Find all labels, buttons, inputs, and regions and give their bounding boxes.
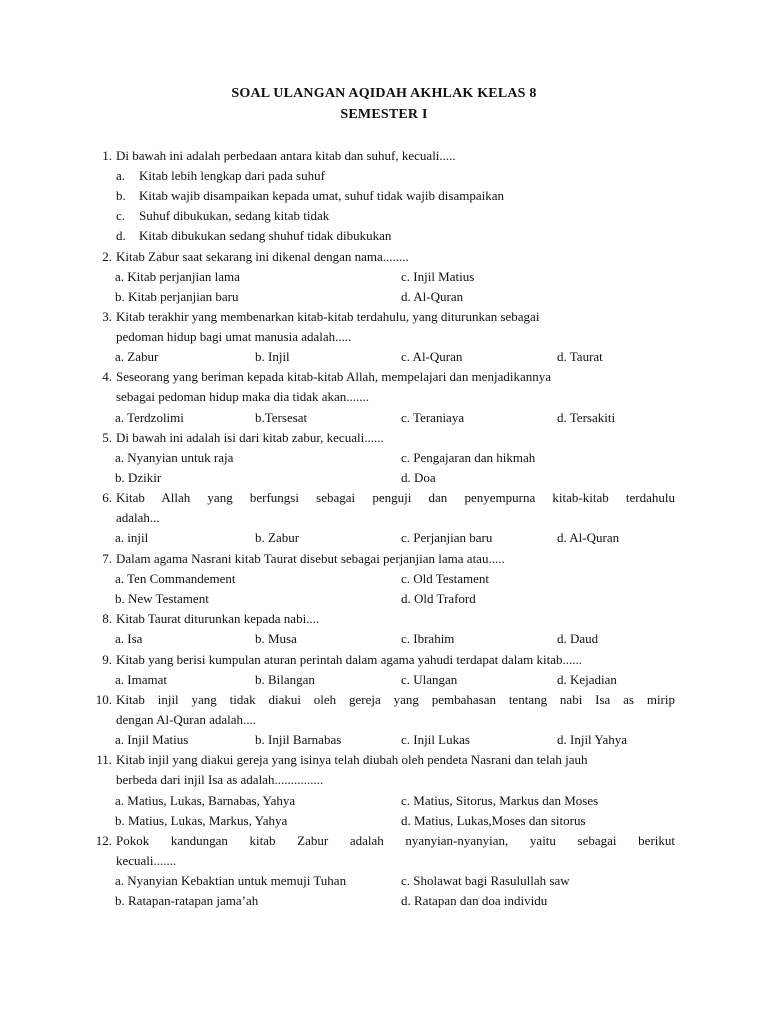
question-text-cont: dengan Al-Quran adalah.... (116, 712, 257, 727)
option-a: a. Isa (115, 631, 143, 646)
option-a: a. Nyanyian Kebaktian untuk memuji Tuhan (115, 873, 347, 888)
option-d: d. Daud (557, 631, 599, 646)
question-text: Kitab Zabur saat sekarang ini dikenal dengan nama........ (116, 249, 409, 264)
question-text-cont: berbeda dari injil Isa as adalah............... (116, 772, 324, 787)
question-text: Pokok kandungan kitab Zabur adalah nyanyian-nyanyian, yaitu sebagai berikut (116, 833, 675, 848)
option-a: a. Nyanyian untuk raja (115, 450, 234, 465)
option-c: c. Sholawat bagi Rasulullah saw (401, 873, 570, 888)
question-number: 9. (102, 652, 112, 667)
option-b: b. Zabur (255, 530, 300, 545)
question-number: 12. (95, 833, 112, 848)
option-b: b. Matius, Lukas, Markus, Yahya (115, 813, 288, 828)
option-b: b. Kitab perjanjian baru (115, 289, 239, 304)
option-text: Kitab dibukukan sedang shuhuf tidak dibukukan (139, 228, 392, 243)
question-text-cont: sebagai pedoman hidup maka dia tidak akan....... (116, 389, 370, 404)
option-b: b.Tersesat (255, 410, 308, 425)
option-d: d. Al-Quran (401, 289, 464, 304)
option-d: d. Injil Yahya (557, 732, 628, 747)
question-text: Seseorang yang beriman kepada kitab-kitab Allah, mempelajari dan menjadikannya (116, 369, 551, 384)
option-d: d. Al-Quran (557, 530, 620, 545)
option-c: c. Al-Quran (401, 349, 463, 364)
option-c: c. Injil Matius (401, 269, 475, 284)
option-a: a. Imamat (115, 672, 167, 687)
option-b: b. Injil Barnabas (255, 732, 342, 747)
option-c: c. Matius, Sitorus, Markus dan Moses (401, 793, 599, 808)
question-text: Kitab yang berisi kumpulan aturan perintah dalam agama yahudi terdapat dalam kitab...... (116, 652, 583, 667)
question-text: Kitab terakhir yang membenarkan kitab-kitab terdahulu, yang diturunkan sebagai (116, 309, 540, 324)
question-number: 4. (102, 369, 112, 384)
option-b: b. New Testament (115, 591, 209, 606)
document-title: SOAL ULANGAN AQIDAH AKHLAK KELAS 8 (231, 86, 537, 101)
option-b: b. Musa (255, 631, 297, 646)
option-d: d. Tersakiti (557, 410, 616, 425)
option-c: c. Injil Lukas (401, 732, 470, 747)
question-text-cont: kecuali....... (116, 853, 177, 868)
question-text: Di bawah ini adalah isi dari kitab zabur, kecuali...... (116, 430, 384, 445)
option-a: a. Injil Matius (115, 732, 189, 747)
option-c: c. Ulangan (401, 672, 458, 687)
option-c: c. Pengajaran dan hikmah (401, 450, 536, 465)
option-d: d. Ratapan dan doa individu (401, 893, 548, 908)
question-text: Di bawah ini adalah perbedaan antara kitab dan suhuf, kecuali..... (116, 148, 456, 163)
option-letter: b. (116, 188, 126, 203)
option-text: Suhuf dibukukan, sedang kitab tidak (139, 208, 330, 223)
option-c: c. Perjanjian baru (401, 530, 493, 545)
option-a: a. Matius, Lukas, Barnabas, Yahya (115, 793, 296, 808)
question-text: Kitab injil yang tidak diakui oleh gereja yang pembahasan tentang nabi Isa as mirip (116, 692, 675, 707)
option-letter: d. (116, 228, 126, 243)
document-subtitle: SEMESTER I (340, 107, 428, 122)
option-a: a. Terdzolimi (115, 410, 184, 425)
option-a: a. injil (115, 530, 149, 545)
question-number: 10. (95, 692, 112, 707)
option-c: c. Teraniaya (401, 410, 465, 425)
option-c: c. Old Testament (401, 571, 490, 586)
option-letter: a. (116, 168, 126, 183)
option-a: a. Ten Commandement (115, 571, 236, 586)
option-b: b. Injil (255, 349, 290, 364)
question-text: Kitab Allah yang berfungsi sebagai penguji dan penyempurna kitab-kitab terdahulu (116, 490, 675, 505)
question-text: Kitab injil yang diakui gereja yang isinya telah diubah oleh pendeta Nasrani dan telah jauh (116, 752, 588, 767)
question-text-cont: pedoman hidup bagi umat manusia adalah..... (116, 329, 352, 344)
question-text-cont: adalah... (116, 510, 160, 525)
question-number: 6. (102, 490, 112, 505)
question-number: 8. (102, 611, 112, 626)
option-text: Kitab wajib disampaikan kepada umat, suhuf tidak wajib disampaikan (139, 188, 504, 203)
option-d: d. Taurat (557, 349, 603, 364)
question-number: 5. (102, 430, 112, 445)
question-text: Dalam agama Nasrani kitab Taurat disebut sebagai perjanjian lama atau..... (116, 551, 505, 566)
question-number: 3. (102, 309, 112, 324)
option-letter: c. (116, 208, 126, 223)
option-b: b. Dzikir (115, 470, 162, 485)
question-number: 2. (102, 249, 112, 264)
option-d: d. Kejadian (557, 672, 617, 687)
option-d: d. Doa (401, 470, 436, 485)
option-text: Kitab lebih lengkap dari pada suhuf (139, 168, 325, 183)
option-d: d. Old Traford (401, 591, 476, 606)
option-c: c. Ibrahim (401, 631, 455, 646)
option-b: b. Ratapan-ratapan jama’ah (115, 893, 259, 908)
option-b: b. Bilangan (255, 672, 315, 687)
question-number: 1. (102, 148, 112, 163)
question-text: Kitab Taurat diturunkan kepada nabi.... (116, 611, 320, 626)
question-number: 7. (102, 551, 112, 566)
question-number: 11. (96, 752, 112, 767)
option-a: a. Zabur (115, 349, 159, 364)
option-d: d. Matius, Lukas,Moses dan sitorus (401, 813, 586, 828)
option-a: a. Kitab perjanjian lama (115, 269, 240, 284)
